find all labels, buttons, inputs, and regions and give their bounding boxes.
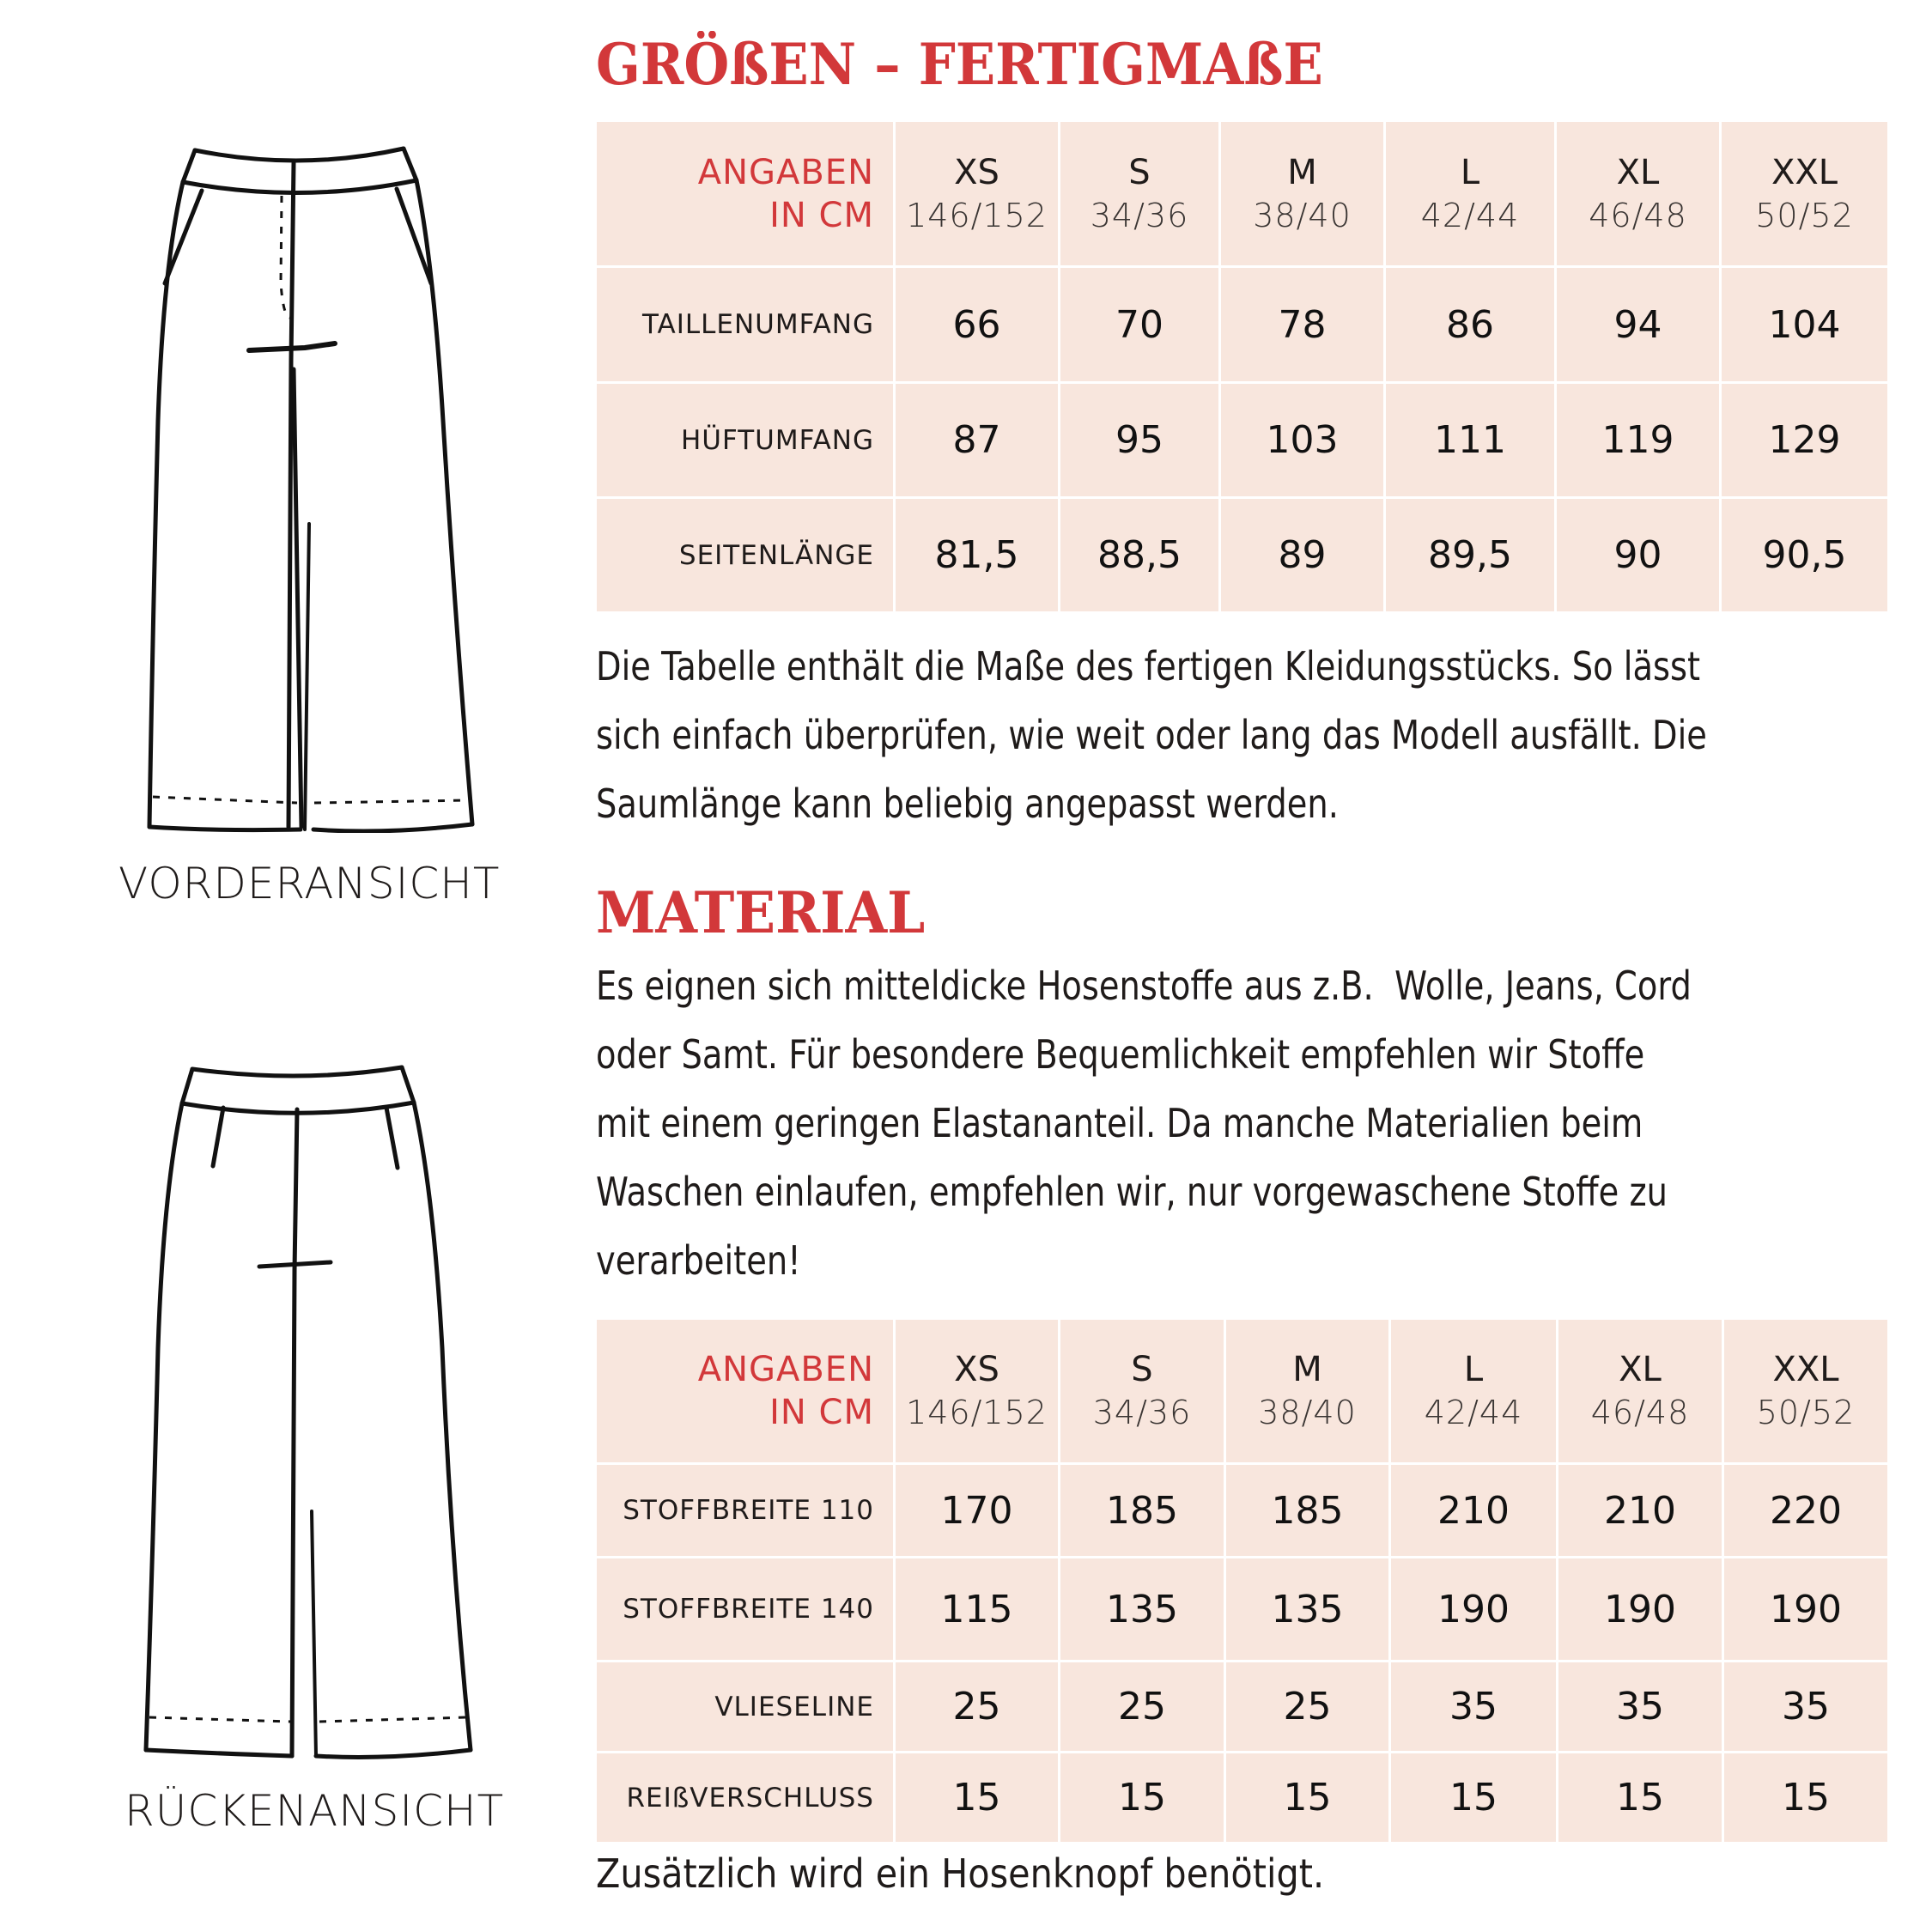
units-header-cell	[597, 1320, 893, 1462]
size-range: 34/36	[1092, 1394, 1192, 1431]
cell-value: 25	[1226, 1662, 1388, 1751]
table-row	[597, 1753, 1887, 1842]
cell-value: 190	[1724, 1558, 1887, 1660]
back-view-label: RÜCKENANSICHT	[125, 1786, 505, 1836]
size-code: M	[1287, 152, 1317, 192]
cell-value: 210	[1558, 1465, 1722, 1556]
cell-value: 15	[1724, 1753, 1887, 1842]
size-range: 42/44	[1420, 196, 1520, 234]
cell-value: 119	[1557, 384, 1719, 496]
size-column-header	[1558, 1320, 1722, 1462]
cell-value: 103	[1221, 384, 1383, 496]
cell-value: 87	[896, 384, 1058, 496]
table-row	[597, 1558, 1887, 1660]
cell-value: 15	[1391, 1753, 1556, 1842]
cell-value: 15	[896, 1753, 1058, 1842]
row-label: VLIESELINE	[597, 1662, 893, 1751]
cell-value: 70	[1060, 268, 1218, 381]
size-column-header	[1060, 1320, 1224, 1462]
cell-value: 190	[1558, 1558, 1722, 1660]
size-column-header	[1391, 1320, 1556, 1462]
size-column-header	[1386, 122, 1554, 265]
cell-value: 94	[1557, 268, 1719, 381]
cell-value: 35	[1391, 1662, 1556, 1751]
size-range: 34/36	[1090, 196, 1189, 234]
cell-value: 135	[1060, 1558, 1224, 1660]
cell-value: 81,5	[896, 499, 1058, 611]
material-requirements-table	[594, 1317, 1890, 1844]
size-column-header	[1722, 122, 1887, 265]
footer-note: Zusätzlich wird ein Hosenknopf benötigt.	[596, 1850, 1325, 1897]
description-line: verarbeiten!	[596, 1237, 801, 1284]
table-row	[597, 384, 1887, 496]
cell-value: 185	[1060, 1465, 1224, 1556]
size-code: XXL	[1771, 152, 1838, 192]
size-column-header	[896, 1320, 1058, 1462]
cell-value: 90,5	[1722, 499, 1887, 611]
front-view-label: VORDERANSICHT	[118, 859, 501, 908]
sizes-description	[596, 632, 1707, 838]
cell-value: 115	[896, 1558, 1058, 1660]
size-range: 146/152	[906, 1394, 1048, 1431]
size-code: XXL	[1772, 1350, 1839, 1389]
table-row	[597, 1465, 1887, 1556]
size-code: S	[1128, 152, 1151, 192]
cell-value: 90	[1557, 499, 1719, 611]
size-code: L	[1460, 152, 1480, 192]
cell-value: 66	[896, 268, 1058, 381]
size-range: 46/48	[1590, 1394, 1690, 1431]
table-row	[597, 268, 1887, 381]
cell-value: 220	[1724, 1465, 1887, 1556]
description-line: oder Samt. Für besondere Bequemlichkeit empfehlen wir Stoffe	[596, 1031, 1645, 1078]
cell-value: 35	[1558, 1662, 1722, 1751]
size-code: XS	[954, 1350, 999, 1389]
description-line: Saumlänge kann beliebig angepasst werden.	[596, 781, 1339, 827]
cell-value: 78	[1221, 268, 1383, 381]
description-line: Es eignen sich mitteldicke Hosenstoffe aus z.B. Wolle, Jeans, Cord	[596, 963, 1692, 1009]
units-header-line2: IN CM	[769, 1393, 874, 1432]
description-line: mit einem geringen Elastananteil. Da manche Materialien beim	[596, 1100, 1643, 1146]
row-label: HÜFTUMFANG	[597, 384, 893, 496]
size-range: 146/152	[906, 196, 1048, 234]
size-code: XS	[954, 152, 999, 192]
cell-value: 89,5	[1386, 499, 1554, 611]
cell-value: 35	[1724, 1662, 1887, 1751]
cell-value: 111	[1386, 384, 1554, 496]
finished-measurements-table	[594, 119, 1890, 614]
table-row	[597, 499, 1887, 611]
row-label: STOFFBREITE 110	[597, 1465, 893, 1556]
cell-value: 135	[1226, 1558, 1388, 1660]
size-column-header	[1226, 1320, 1388, 1462]
description-line: sich einfach überprüfen, wie weit oder lang das Modell ausfällt. Die	[596, 712, 1707, 758]
cell-value: 25	[896, 1662, 1058, 1751]
cell-value: 95	[1060, 384, 1218, 496]
row-label: STOFFBREITE 140	[597, 1558, 893, 1660]
size-range: 38/40	[1253, 196, 1352, 234]
units-header-line1: ANGABEN	[697, 1350, 874, 1389]
row-label: SEITENLÄNGE	[597, 499, 893, 611]
units-header-cell	[597, 122, 893, 265]
sizes-section-title: GRÖßEN – FERTIGMAßE	[596, 31, 1323, 98]
table-header-row	[597, 122, 1887, 265]
row-label: TAILLENUMFANG	[597, 268, 893, 381]
size-code: S	[1131, 1350, 1153, 1389]
material-section-title: MATERIAL	[596, 879, 926, 946]
cell-value: 170	[896, 1465, 1058, 1556]
size-range: 46/48	[1589, 196, 1687, 234]
material-description	[596, 951, 1700, 1295]
size-column-header	[1060, 122, 1218, 265]
table-row	[597, 1662, 1887, 1751]
cell-value: 86	[1386, 268, 1554, 381]
size-column-header	[1557, 122, 1719, 265]
size-column-header	[1221, 122, 1383, 265]
description-line: Waschen einlaufen, empfehlen wir, nur vorgewaschene Stoffe zu	[596, 1169, 1668, 1215]
units-header-line2: IN CM	[769, 195, 874, 235]
size-range: 50/52	[1755, 196, 1854, 234]
description-line: Die Tabelle enthält die Maße des fertigen Kleidungsstücks. So lässt	[596, 643, 1701, 690]
cell-value: 15	[1226, 1753, 1388, 1842]
size-code: L	[1463, 1350, 1484, 1389]
cell-value: 25	[1060, 1662, 1224, 1751]
cell-value: 210	[1391, 1465, 1556, 1556]
size-range: 42/44	[1424, 1394, 1523, 1431]
size-range: 38/40	[1258, 1394, 1357, 1431]
cell-value: 190	[1391, 1558, 1556, 1660]
size-code: XL	[1619, 1350, 1662, 1389]
cell-value: 89	[1221, 499, 1383, 611]
cell-value: 15	[1060, 1753, 1224, 1842]
units-header-line1: ANGABEN	[697, 152, 874, 192]
size-column-header	[896, 122, 1058, 265]
size-column-header	[1724, 1320, 1887, 1462]
cell-value: 129	[1722, 384, 1887, 496]
trousers-front-drawing-icon	[129, 137, 498, 833]
cell-value: 88,5	[1060, 499, 1218, 611]
trousers-back-drawing-icon	[129, 1056, 498, 1769]
table-header-row	[597, 1320, 1887, 1462]
size-code: XL	[1616, 152, 1660, 192]
size-code: M	[1292, 1350, 1322, 1389]
cell-value: 185	[1226, 1465, 1388, 1556]
cell-value: 15	[1558, 1753, 1722, 1842]
row-label: REIßVERSCHLUSS	[597, 1753, 893, 1842]
cell-value: 104	[1722, 268, 1887, 381]
size-range: 50/52	[1756, 1394, 1856, 1431]
